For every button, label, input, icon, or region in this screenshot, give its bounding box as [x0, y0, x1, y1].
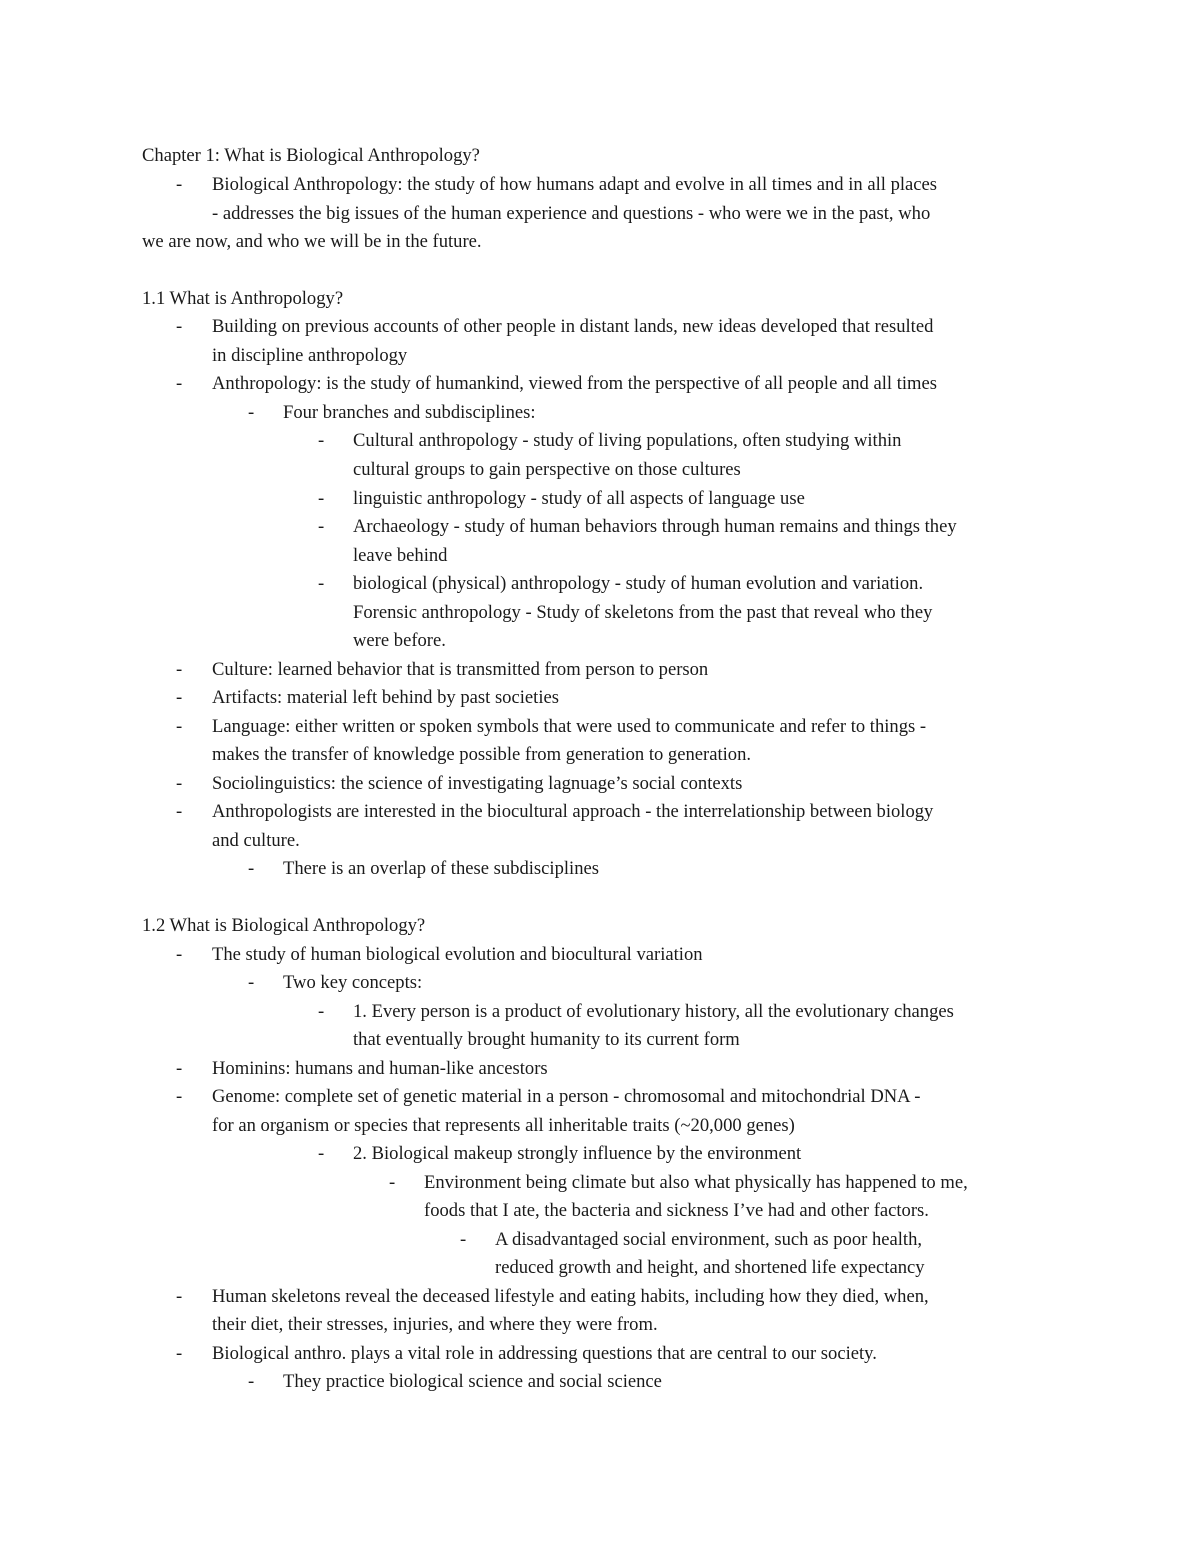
branch-archaeology-line-1: Archaeology - study of human behaviors through human remains and things they [353, 516, 957, 537]
key-concept-1-line-1: 1. Every person is a product of evolutionary history, all the evolutionary changes [353, 1001, 954, 1022]
s1-bullet-sociolinguistics: Sociolinguistics: the science of investigating lagnuage’s social contexts [212, 773, 743, 794]
s2-bullet-genome-line-1: Genome: complete set of genetic material in a person - chromosomal and mitochondrial DNA - [212, 1086, 921, 1107]
disadvantaged-line-2: reduced growth and height, and shortened life expectancy [495, 1257, 925, 1278]
s1-bullet-2: Anthropology: is the study of humankind, viewed from the perspective of all people and all times [212, 373, 937, 394]
bullet-dash: - [176, 801, 183, 822]
bullet-dash: - [460, 1229, 467, 1250]
bullet-dash: - [176, 944, 183, 965]
s2-bullet-skeletons-line-1: Human skeletons reveal the deceased lifestyle and eating habits, including how they died, when, [212, 1286, 929, 1307]
bullet-dash: - [318, 516, 325, 537]
s1-bullet-overlap: There is an overlap of these subdisciplines [283, 858, 600, 879]
bullet-dash: - [176, 716, 183, 737]
branch-biological-line-3: were before. [353, 630, 446, 651]
branch-biological-line-1: biological (physical) anthropology - study of human evolution and variation. [353, 573, 924, 594]
s1-bullet-biocultural-line-2: and culture. [212, 830, 300, 851]
branch-cultural-line-2: cultural groups to gain perspective on those cultures [353, 459, 741, 480]
bullet-dash: - [176, 174, 183, 195]
bullet-dash: - [248, 972, 255, 993]
s2-bullet-practice: They practice biological science and social science [283, 1371, 662, 1392]
intro-line-3: we are now, and who we will be in the future. [142, 231, 482, 252]
key-concept-2: 2. Biological makeup strongly influence by the environment [353, 1143, 802, 1164]
s1-bullet-1-line-2: in discipline anthropology [212, 345, 408, 366]
branch-cultural-line-1: Cultural anthropology - study of living populations, often studying within [353, 430, 902, 451]
s2-bullet-hominins: Hominins: humans and human-like ancestors [212, 1058, 548, 1079]
s1-bullet-1-line-1: Building on previous accounts of other people in distant lands, new ideas developed that resulted [212, 316, 934, 337]
bullet-dash: - [318, 1143, 325, 1164]
section-1-2-title: 1.2 What is Biological Anthropology? [142, 915, 426, 936]
chapter-heading: Chapter 1: What is Biological Anthropology? [142, 145, 480, 166]
bullet-dash: - [248, 402, 255, 423]
bullet-dash: - [176, 1086, 183, 1107]
bullet-dash: - [318, 1001, 325, 1022]
s2-bullet-1: The study of human biological evolution and biocultural variation [212, 944, 703, 965]
intro-line-2: - addresses the big issues of the human experience and questions - who were we in the past, who [212, 203, 931, 224]
bullet-dash: - [176, 316, 183, 337]
disadvantaged-line-1: A disadvantaged social environment, such as poor health, [495, 1229, 923, 1250]
bullet-dash: - [176, 773, 183, 794]
bullet-dash: - [318, 488, 325, 509]
bullet-dash: - [176, 1286, 183, 1307]
s1-bullet-culture: Culture: learned behavior that is transmitted from person to person [212, 659, 709, 680]
s1-bullet-2-sub: Four branches and subdisciplines: [283, 402, 536, 423]
bullet-dash: - [176, 659, 183, 680]
s2-bullet-role: Biological anthro. plays a vital role in addressing questions that are central to our society. [212, 1343, 877, 1364]
branch-linguistic: linguistic anthropology - study of all aspects of language use [353, 488, 805, 509]
bullet-dash: - [176, 1343, 183, 1364]
s2-bullet-1-sub: Two key concepts: [283, 972, 423, 993]
s2-bullet-skeletons-line-2: their diet, their stresses, injuries, and where they were from. [212, 1314, 658, 1335]
s2-bullet-genome-line-2: for an organism or species that represents all inheritable traits (~20,000 genes) [212, 1115, 795, 1136]
bullet-dash: - [389, 1172, 396, 1193]
s1-bullet-language-line-1: Language: either written or spoken symbols that were used to communicate and refer to things - [212, 716, 927, 737]
s1-bullet-artifacts: Artifacts: material left behind by past societies [212, 687, 559, 708]
s1-bullet-biocultural-line-1: Anthropologists are interested in the biocultural approach - the interrelationship between biology [212, 801, 934, 822]
branch-biological-line-2: Forensic anthropology - Study of skeletons from the past that reveal who they [353, 602, 933, 623]
bullet-dash: - [248, 858, 255, 879]
s1-bullet-language-line-2: makes the transfer of knowledge possible from generation to generation. [212, 744, 752, 765]
bullet-dash: - [176, 1058, 183, 1079]
bullet-dash: - [318, 573, 325, 594]
key-concept-1-line-2: that eventually brought humanity to its current form [353, 1029, 740, 1050]
branch-archaeology-line-2: leave behind [353, 545, 448, 566]
bullet-dash: - [176, 373, 183, 394]
bullet-dash: - [248, 1371, 255, 1392]
bullet-dash: - [176, 687, 183, 708]
bullet-dash: - [318, 430, 325, 451]
intro-line-1: Biological Anthropology: the study of how humans adapt and evolve in all times and in all places [212, 174, 938, 195]
section-1-1-title: 1.1 What is Anthropology? [142, 288, 344, 309]
environment-line-2: foods that I ate, the bacteria and sickness I’ve had and other factors. [424, 1200, 929, 1221]
environment-line-1: Environment being climate but also what physically has happened to me, [424, 1172, 968, 1193]
